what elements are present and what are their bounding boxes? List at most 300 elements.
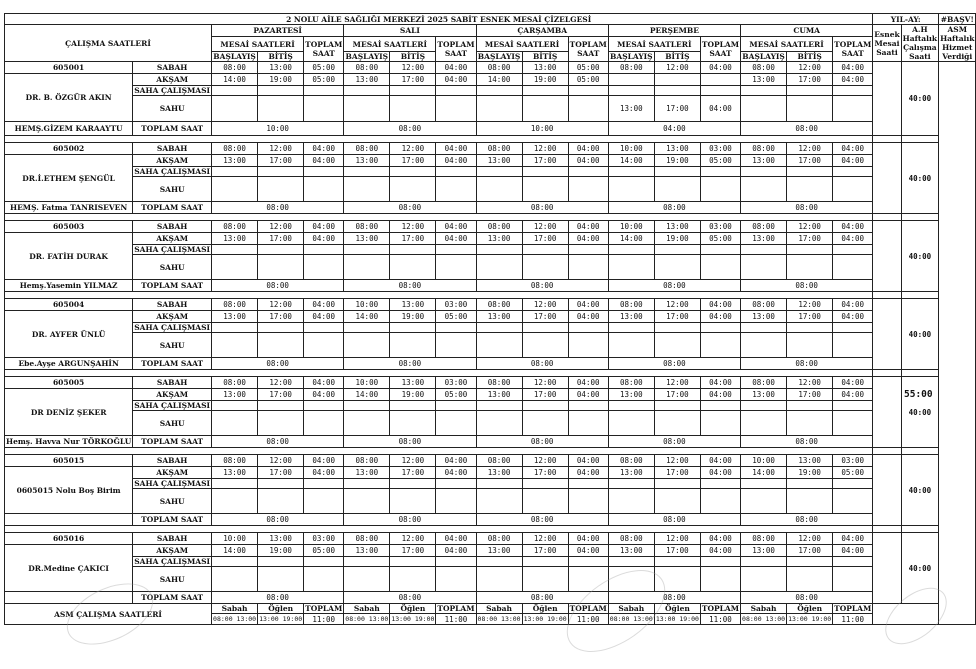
time-cell: 04:00 (700, 299, 740, 311)
mesai-saatleri-header: MESAİ SAATLERİ (741, 37, 833, 52)
saha-label: SAHA ÇALIŞMASI (134, 245, 211, 254)
time-cell: 04:00 (833, 233, 873, 245)
empty-cell (304, 479, 344, 489)
esnek-cell (873, 299, 901, 370)
time-cell: 13:00 (608, 311, 654, 323)
time-cell (390, 177, 436, 202)
time-cell: 03:00 (833, 455, 873, 467)
empty-cell (833, 557, 873, 567)
time-cell: 08:00 (608, 299, 654, 311)
time-cell: 17:00 (787, 155, 833, 167)
time-cell (344, 333, 390, 358)
empty-cell (700, 479, 740, 489)
time-cell: 13:00 (344, 155, 390, 167)
weekly-hours: 40:00 (901, 62, 938, 136)
bitis-header: BİTİŞ (258, 52, 304, 62)
aksam-label: AKŞAM (133, 467, 212, 479)
empty-cell (476, 323, 522, 333)
time-cell: 13:00 (476, 389, 522, 401)
time-cell: 12:00 (522, 221, 568, 233)
time-cell: 19:00 (654, 155, 700, 167)
time-cell: 08:00 (344, 62, 390, 74)
time-cell (344, 489, 390, 514)
time-cell (212, 255, 258, 280)
spacer-row (901, 136, 938, 143)
bitis-header: BİTİŞ (654, 52, 700, 62)
unit-code: 605016 (5, 533, 133, 545)
day-total: 08:00 (344, 202, 476, 214)
calisma-saatleri-header: ÇALIŞMA SAATLERİ (5, 25, 212, 62)
sabah-label: SABAH (133, 143, 212, 155)
empty-cell (741, 167, 787, 177)
weekly-hours-header: A.H Haftalık Çalışma Saati (902, 25, 938, 61)
day-header: CUMA (741, 25, 873, 37)
time-cell (787, 489, 833, 514)
empty-cell (568, 323, 608, 333)
empty-cell (654, 167, 700, 177)
empty-cell (212, 86, 258, 96)
empty-cell (476, 167, 522, 177)
day-total: 08:00 (344, 280, 476, 292)
time-cell: 19:00 (522, 74, 568, 86)
empty-cell (390, 86, 436, 96)
mesai-saatleri-header: MESAİ SAATLERİ (344, 37, 436, 52)
footer-oglen: Öğlen (258, 604, 304, 614)
footer-value: 08:00 13:00 (609, 614, 653, 623)
time-cell: 03:00 (700, 143, 740, 155)
time-cell: 04:00 (568, 455, 608, 467)
time-cell (390, 567, 436, 592)
empty-cell (344, 86, 390, 96)
day-total: 08:00 (344, 436, 476, 448)
time-cell: 05:00 (304, 545, 344, 557)
empty-cell (258, 479, 304, 489)
time-cell (436, 96, 476, 122)
nurse-name: HEMŞ.GİZEM KARAAYTU (5, 122, 133, 136)
toplam-saat-header: TOPLAM SAAT (304, 37, 344, 62)
empty-cell (390, 479, 436, 489)
toplam-saat-header: TOPLAM SAAT (568, 37, 608, 62)
time-cell (258, 255, 304, 280)
time-cell: 17:00 (654, 311, 700, 323)
time-cell (741, 567, 787, 592)
time-cell: 17:00 (258, 467, 304, 479)
doctor-name: DR. B. ÖZGÜR AKIN (5, 74, 133, 122)
time-cell (344, 411, 390, 436)
time-cell (304, 177, 344, 202)
time-cell: 04:00 (436, 545, 476, 557)
day-total: 08:00 (741, 280, 873, 292)
time-cell (787, 411, 833, 436)
time-cell: 12:00 (258, 143, 304, 155)
time-cell: 04:00 (700, 96, 740, 122)
empty-cell (787, 479, 833, 489)
time-cell (390, 411, 436, 436)
empty-cell (476, 86, 522, 96)
empty-cell (741, 401, 787, 411)
time-cell: 05:00 (436, 311, 476, 323)
spacer-row (901, 370, 938, 377)
empty-cell (522, 245, 568, 255)
time-cell: 13:00 (212, 467, 258, 479)
time-cell (304, 567, 344, 592)
empty-cell (344, 245, 390, 255)
time-cell (608, 333, 654, 358)
day-total: 08:00 (741, 122, 873, 136)
spacer-row (873, 370, 901, 377)
empty-cell (700, 86, 740, 96)
page-title: 2 NOLU AİLE SAĞLIĞI MERKEZİ 2025 SABİT ESNEK MESAİ ÇİZELGESİ (5, 14, 873, 25)
sahu-label: SAHU (133, 255, 212, 280)
baslayis-header: BAŞLAYIŞ (610, 52, 653, 61)
spacer-row (901, 526, 938, 533)
time-cell (304, 255, 344, 280)
time-cell: 17:00 (390, 545, 436, 557)
time-cell (568, 96, 608, 122)
time-cell (700, 333, 740, 358)
unit-code: 605001 (5, 62, 133, 74)
time-cell: 10:00 (344, 377, 390, 389)
time-cell: 12:00 (390, 455, 436, 467)
empty-cell (212, 557, 258, 567)
time-cell: 08:00 (212, 455, 258, 467)
time-cell (654, 411, 700, 436)
day-total: 04:00 (608, 122, 740, 136)
sabah-label: SABAH (133, 533, 212, 545)
empty-cell (522, 557, 568, 567)
time-cell: 12:00 (390, 143, 436, 155)
time-cell: 12:00 (787, 221, 833, 233)
time-cell (833, 567, 873, 592)
empty-cell (568, 557, 608, 567)
time-cell: 19:00 (258, 74, 304, 86)
time-cell (522, 489, 568, 514)
time-cell: 08:00 (741, 221, 787, 233)
empty-cell (787, 323, 833, 333)
empty-cell (212, 245, 258, 255)
time-cell: 04:00 (833, 155, 873, 167)
time-cell (258, 177, 304, 202)
footer-value: 13:00 19:00 (655, 614, 699, 623)
time-cell: 08:00 (344, 143, 390, 155)
footer-total: 11:00 (833, 614, 873, 625)
empty-cell (654, 245, 700, 255)
sabah-label: SABAH (133, 221, 212, 233)
time-cell: 14:00 (212, 74, 258, 86)
empty-cell (522, 86, 568, 96)
esnek-cell (873, 377, 901, 448)
time-cell: 04:00 (436, 62, 476, 74)
time-cell: 08:00 (741, 377, 787, 389)
time-cell: 03:00 (436, 377, 476, 389)
time-cell (833, 96, 873, 122)
empty-cell (258, 167, 304, 177)
empty-cell (436, 401, 476, 411)
empty-cell (476, 401, 522, 411)
time-cell: 04:00 (436, 533, 476, 545)
time-cell: 13:00 (654, 143, 700, 155)
time-cell: 04:00 (568, 233, 608, 245)
nurse-name: Hemş. Havva Nur TÖRKOĞLU (6, 437, 132, 446)
time-cell: 08:00 (608, 377, 654, 389)
time-cell (522, 177, 568, 202)
time-cell (436, 177, 476, 202)
time-cell: 04:00 (833, 221, 873, 233)
footer-total: 11:00 (304, 614, 344, 625)
time-cell: 08:00 (741, 533, 787, 545)
time-cell (568, 489, 608, 514)
time-cell: 13:00 (258, 533, 304, 545)
time-cell: 08:00 (476, 299, 522, 311)
time-cell: 03:00 (436, 299, 476, 311)
aksam-label: AKŞAM (133, 233, 212, 245)
time-cell: 04:00 (304, 221, 344, 233)
empty-cell (833, 401, 873, 411)
unit-code: 605002 (5, 143, 133, 155)
time-cell (833, 177, 873, 202)
nurse-name: Ebe.Ayşe ARGUNŞAHİN (5, 358, 133, 370)
time-cell: 13:00 (212, 155, 258, 167)
time-cell: 13:00 (344, 74, 390, 86)
time-cell: 05:00 (700, 155, 740, 167)
time-cell: 12:00 (787, 143, 833, 155)
day-total: 08:00 (741, 358, 873, 370)
empty-cell (787, 245, 833, 255)
day-total: 08:00 (608, 592, 740, 604)
time-cell (700, 177, 740, 202)
time-cell: 04:00 (436, 221, 476, 233)
aksam-label: AKŞAM (133, 545, 212, 557)
empty-cell (741, 323, 787, 333)
time-cell (436, 489, 476, 514)
empty-cell (436, 479, 476, 489)
time-cell: 08:00 (608, 533, 654, 545)
time-cell: 08:00 (344, 533, 390, 545)
empty-cell (344, 167, 390, 177)
time-cell: 04:00 (568, 389, 608, 401)
time-cell: 13:00 (476, 233, 522, 245)
time-cell (522, 255, 568, 280)
time-cell: 08:00 (212, 377, 258, 389)
time-cell (436, 333, 476, 358)
weekly-hours: 40:00 (901, 455, 938, 526)
time-cell: 08:00 (344, 221, 390, 233)
day-total: 08:00 (608, 280, 740, 292)
time-cell: 13:00 (741, 74, 787, 86)
doctor-name: DR. AYFER ÜNLÜ (5, 311, 133, 358)
time-cell: 12:00 (787, 377, 833, 389)
time-cell: 13:00 (344, 467, 390, 479)
spacer-row (5, 136, 873, 143)
footer-value: 13:00 19:00 (391, 614, 435, 623)
spacer-row (5, 526, 873, 533)
day-total: 08:00 (212, 436, 344, 448)
time-cell: 17:00 (258, 155, 304, 167)
time-cell (700, 567, 740, 592)
spacer-row (5, 448, 873, 455)
time-cell: 05:00 (304, 74, 344, 86)
time-cell: 08:00 (476, 377, 522, 389)
empty-cell (700, 557, 740, 567)
toplam-label: TOPLAM SAAT (133, 436, 212, 448)
time-cell: 17:00 (390, 467, 436, 479)
doctor-name: 0605015 Nolu Boş Birim (5, 467, 133, 514)
day-total: 08:00 (608, 436, 740, 448)
day-total: 08:00 (344, 592, 476, 604)
empty-cell (212, 401, 258, 411)
time-cell: 05:00 (700, 233, 740, 245)
time-cell: 04:00 (568, 143, 608, 155)
empty-cell (654, 557, 700, 567)
time-cell (833, 489, 873, 514)
time-cell: 04:00 (700, 467, 740, 479)
time-cell: 04:00 (304, 311, 344, 323)
empty-cell (700, 167, 740, 177)
day-total: 08:00 (212, 202, 344, 214)
time-cell: 17:00 (787, 74, 833, 86)
weekly-hours: 40:00 (901, 533, 938, 604)
time-cell (344, 567, 390, 592)
empty-cell (787, 401, 833, 411)
time-cell: 13:00 (608, 389, 654, 401)
empty-cell (436, 323, 476, 333)
esnek-header: Esnek Mesai Saati (873, 25, 901, 62)
day-total: 08:00 (476, 592, 608, 604)
time-cell: 08:00 (212, 143, 258, 155)
saha-label: SAHA ÇALIŞMASI (134, 323, 211, 332)
saha-label: SAHA ÇALIŞMASI (134, 401, 211, 410)
time-cell: 04:00 (304, 299, 344, 311)
time-cell: 13:00 (212, 389, 258, 401)
time-cell: 08:00 (212, 62, 258, 74)
esnek-cell (873, 62, 901, 136)
empty-cell (654, 401, 700, 411)
time-cell (741, 96, 787, 122)
esnek-cell (873, 455, 901, 526)
empty-cell (654, 86, 700, 96)
footer-sabah: Sabah (608, 604, 654, 614)
time-cell (390, 255, 436, 280)
time-cell (654, 74, 700, 86)
time-cell (741, 489, 787, 514)
time-cell: 12:00 (654, 455, 700, 467)
empty-cell (833, 323, 873, 333)
footer-toplam: TOPLAM (701, 604, 740, 613)
empty-cell (390, 245, 436, 255)
day-header: PERŞEMBE (608, 25, 740, 37)
day-total: 08:00 (741, 514, 873, 526)
weekly-hours: 40:00 (901, 377, 938, 448)
empty-cell (390, 323, 436, 333)
time-cell: 03:00 (304, 533, 344, 545)
time-cell (568, 333, 608, 358)
time-cell: 04:00 (833, 74, 873, 86)
time-cell: 04:00 (568, 155, 608, 167)
baslayis-header: BAŞLAYIŞ (742, 52, 785, 61)
empty-cell (608, 167, 654, 177)
toplam-saat-header: TOPLAM SAAT (700, 37, 740, 62)
time-cell (304, 96, 344, 122)
saha-label: SAHA ÇALIŞMASI (134, 167, 211, 176)
time-cell: 08:00 (212, 299, 258, 311)
time-cell: 04:00 (700, 455, 740, 467)
time-cell: 12:00 (390, 533, 436, 545)
toplam-saat-header: TOPLAM SAAT (436, 37, 476, 62)
day-total: 08:00 (741, 592, 873, 604)
time-cell: 13:00 (212, 233, 258, 245)
empty-cell (476, 557, 522, 567)
time-cell: 10:00 (608, 143, 654, 155)
empty-cell (258, 86, 304, 96)
aksam-label: AKŞAM (133, 311, 212, 323)
day-header: PAZARTESİ (212, 25, 344, 37)
time-cell (787, 567, 833, 592)
time-cell (436, 255, 476, 280)
time-cell (212, 333, 258, 358)
day-total: 08:00 (741, 436, 873, 448)
spacer-row (901, 448, 938, 455)
empty-cell (741, 479, 787, 489)
time-cell: 12:00 (522, 143, 568, 155)
time-cell (700, 489, 740, 514)
time-cell (390, 489, 436, 514)
time-cell: 12:00 (522, 377, 568, 389)
footer-total: 11:00 (700, 614, 740, 625)
time-cell (741, 333, 787, 358)
footer-value: 13:00 19:00 (788, 614, 832, 623)
sahu-label: SAHU (133, 96, 212, 122)
time-cell (833, 333, 873, 358)
time-cell (608, 74, 654, 86)
time-cell (522, 567, 568, 592)
time-cell: 04:00 (304, 377, 344, 389)
empty-cell (436, 557, 476, 567)
empty-cell (568, 245, 608, 255)
bitis-header: BİTİŞ (787, 52, 833, 62)
toplam-label: TOPLAM SAAT (133, 592, 212, 604)
time-cell: 12:00 (258, 299, 304, 311)
time-cell: 04:00 (436, 74, 476, 86)
time-cell: 17:00 (390, 155, 436, 167)
time-cell: 04:00 (700, 545, 740, 557)
empty-cell (833, 86, 873, 96)
aksam-label: AKŞAM (133, 74, 212, 86)
nurse-name: Hemş.Yasemin YILMAZ (5, 280, 133, 292)
time-cell: 04:00 (304, 389, 344, 401)
time-cell: 17:00 (787, 545, 833, 557)
time-cell: 17:00 (522, 311, 568, 323)
toplam-label: TOPLAM SAAT (133, 122, 212, 136)
time-cell: 17:00 (787, 389, 833, 401)
time-cell: 12:00 (787, 533, 833, 545)
time-cell: 04:00 (568, 533, 608, 545)
year-month-label: YIL-AY: (873, 14, 939, 25)
day-total: 08:00 (476, 358, 608, 370)
time-cell (344, 96, 390, 122)
time-cell: 14:00 (476, 74, 522, 86)
empty-cell (522, 401, 568, 411)
time-cell (833, 255, 873, 280)
empty-cell (787, 557, 833, 567)
time-cell (436, 567, 476, 592)
time-cell: 13:00 (476, 467, 522, 479)
time-cell: 03:00 (700, 221, 740, 233)
basv-value: #BAŞV! (939, 14, 976, 25)
time-cell: 13:00 (741, 545, 787, 557)
time-cell: 13:00 (476, 545, 522, 557)
time-cell (654, 255, 700, 280)
nurse-name (5, 514, 133, 526)
